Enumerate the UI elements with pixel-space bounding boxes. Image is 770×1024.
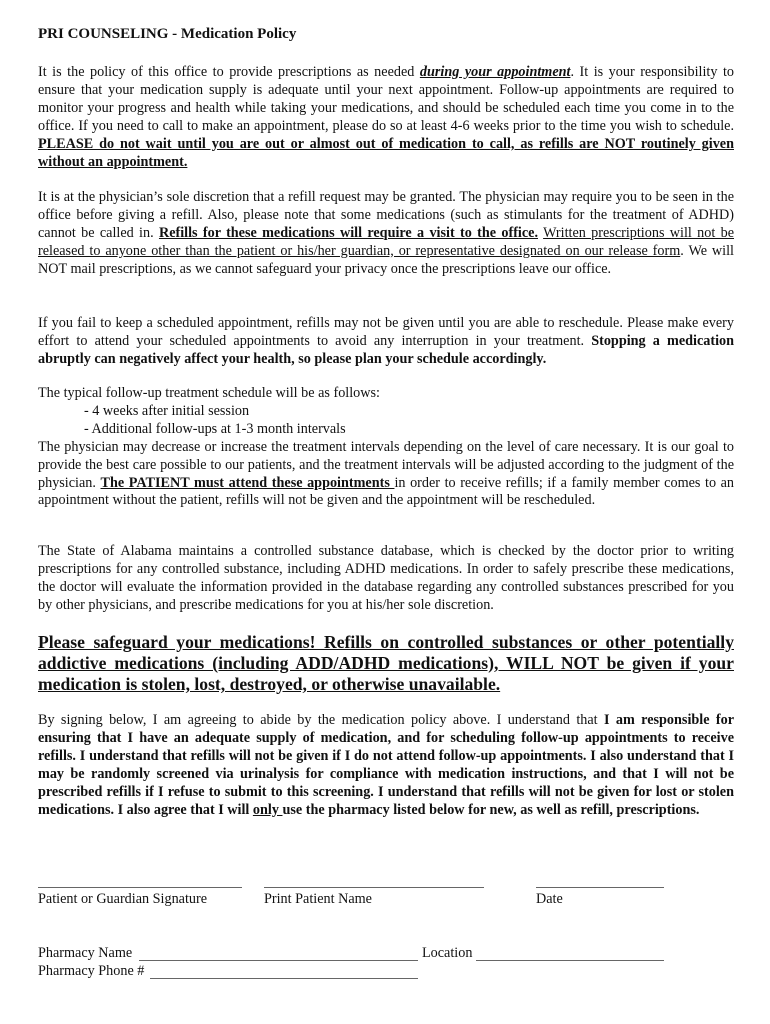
- pharmacy-phone-line[interactable]: [150, 978, 418, 979]
- emphasis-during-appointment: during your appointment: [419, 64, 571, 80]
- list-item: - 4 weeks after initial session: [84, 402, 250, 419]
- signature-label: Patient or Guardian Signature: [38, 891, 208, 907]
- paragraph-schedule: The typical follow-up treatment schedule will be as follows: - 4 weeks after initial session - Additional follow-ups at 1-3 month intervals The physician may decrease or increase the treatment intervals depending on the level of care necessary. It is our goal to provide the best care possible to our patients, and the treatment intervals will be adjusted according to the judgment of the physician. The PATIENT must attend these appointments in order to receive refills; if a family member comes to an appointment without the patient, refills will not be given and the appointment will be rescheduled.: [38, 385, 735, 509]
- emphasis-stopping-medication: Stopping a medication abruptly can negatively affect your health, so please plan your schedule accordingly.: [38, 332, 735, 367]
- emphasis-do-not-wait: PLEASE do not wait until you are out or almost out of medication to call, as refills are NOT routinely given without an appointment.: [38, 135, 734, 170]
- paragraph-missed-appointments: If you fail to keep a scheduled appointment, refills may not be given until you are able to reschedule. Please make every effort to attend your scheduled appointments to avoid any interruption in your treatment. Stopping a medication abruptly can negatively affect your health, so please plan your schedule accordingly.: [38, 315, 735, 367]
- paragraph-agreement: By signing below, I am agreeing to abide by the medication policy above. I understand that I am responsible for ensuring that I have an adequate supply of medication, and for scheduling follow-up appointments to receive refills. I understand that refills will not be given if I do not attend follow-up appointments. I also understand that I may be randomly screened via urinalysis for compliance with medication instructions, and that I will not be prescribed refills if I refuse to submit to this screening. I understand that refills will not be given for lost or stolen medications. I also agree that I will only use the pharmacy listed below for new, as well as refill, prescriptions.: [38, 712, 735, 818]
- signature-line[interactable]: [38, 887, 242, 888]
- emphasis-only: only: [252, 801, 283, 818]
- date-label: Date: [536, 891, 563, 907]
- paragraph-prescriptions: It is the policy of this office to provide prescriptions as needed during your appointment. It is your responsibility to ensure that your medication supply is adequate until your next appointment. Follow-up appointments are required to monitor your progress and health while taking your medications, and should be scheduled each time you come in to the office. If you need to call to make an appointment, please do so at least 4-6 weeks prior to the time you wish to schedule. PLEASE do not wait until you are out or almost out of medication to call, as refills are NOT routinely given without an appointment.: [38, 64, 734, 170]
- paragraph-refills: It is at the physician’s sole discretion that a refill request may be granted. The physician may require you to be seen in the office before giving a refill. Also, please note that some medications (such as stimulants for the treatment of ADHD) cannot be called in. Refills for these medications will require a visit to the office. Written prescriptions will not be released to anyone other than the patient or his/her guardian, or representative designated on our release form. We will NOT mail prescriptions, as we cannot safeguard your privacy once the prescriptions leave our office.: [38, 189, 735, 277]
- emphasis-patient-must-attend: The PATIENT must attend these appointments: [100, 474, 395, 491]
- safeguard-warning: Please safeguard your medications! Refills on controlled substances or other potentially addictive medications (including ADD/ADHD medications), WILL NOT be given if your medication is stolen, lost, destroyed, or otherwise unavailable.: [38, 632, 734, 694]
- document-title: PRI COUNSELING - Medication Policy: [38, 26, 297, 42]
- emphasis-refills-visit: Refills for these medications will require a visit to the office.: [158, 224, 539, 241]
- print-name-line[interactable]: [264, 887, 484, 888]
- emphasis-written-prescriptions: Written prescriptions will not be released to anyone other than the patient or his/her guardian, or representative designated on our release form: [38, 224, 735, 259]
- list-item: - Additional follow-ups at 1-3 month intervals: [84, 420, 346, 437]
- pharmacy-location-line[interactable]: [476, 960, 664, 961]
- date-line[interactable]: [536, 887, 664, 888]
- print-name-label: Print Patient Name: [264, 891, 372, 907]
- pharmacy-name-line[interactable]: [139, 960, 418, 961]
- pharmacy-phone-label: Pharmacy Phone #: [38, 963, 145, 979]
- pharmacy-name-label: Pharmacy Name: [38, 945, 133, 961]
- pharmacy-location-label: Location: [422, 945, 473, 961]
- paragraph-state-database: The State of Alabama maintains a controlled substance database, which is checked by the doctor prior to writing prescriptions for any controlled substance, including ADHD medications. In order to safely prescribe these medications, the doctor will evaluate the information provided in the database regarding any controlled substances prescribed for you by other physicians, and prescribe medications for you at his/her sole discretion.: [38, 543, 734, 613]
